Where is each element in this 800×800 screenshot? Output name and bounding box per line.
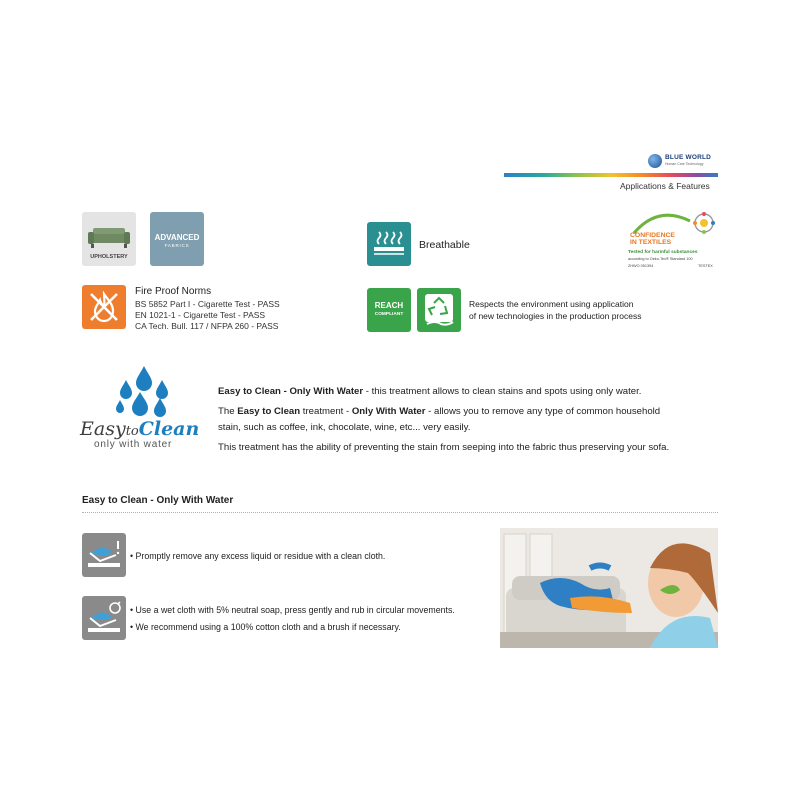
child-painted-hands-photo [500, 528, 718, 648]
brand-logo [648, 152, 728, 170]
fire-norm-3: CA Tech. Bull. 117 / NFPA 260 - PASS [135, 321, 279, 331]
breathable-icon [367, 222, 411, 266]
care-instruction-2a: • Use a wet cloth with 5% neutral soap, press gently and rub in circular movements. [130, 605, 455, 615]
care-instruction-1: • Promptly remove any excess liquid or residue with a clean cloth. [130, 551, 386, 561]
reach-compliant-tile [367, 288, 411, 332]
globe-icon [648, 154, 662, 168]
p2-text-e: - allows you to remove any type of common household [425, 406, 661, 417]
p2-bold-b: Easy to Clean [237, 406, 301, 417]
upholstery-tile [82, 212, 136, 266]
hand-circular-wash-icon [82, 596, 126, 640]
oeko-line-4: according to Oeko-Tex® Standard 100 [628, 257, 693, 261]
logo-clean: Clean [138, 418, 200, 440]
oeko-arc-icon [628, 207, 720, 235]
water-drops-icon [112, 366, 174, 418]
upholstery-label: UPHOLSTERY [90, 254, 128, 260]
logo-subtitle: only with water [94, 439, 173, 450]
oeko-line-6: TESTEX [698, 264, 713, 268]
environment-line-2: of new technologies in the production process [469, 311, 642, 321]
color-strip [504, 173, 718, 177]
p2-text-c: treatment - [300, 406, 352, 417]
paragraph-2-line-2: stain, such as coffee, ink, chocolate, wine, etc... very easily. [218, 422, 471, 433]
care-instruction-2b: • We recommend using a 100% cotton cloth and a brush if necessary. [130, 622, 401, 632]
compliant-label: COMPLIANT [374, 312, 404, 317]
recycle-hand-icon [417, 288, 461, 332]
oeko-tex-badge [628, 207, 720, 273]
logo-easy: Easy [80, 418, 126, 440]
paragraph-1-bold: Easy to Clean - Only With Water [218, 386, 364, 397]
oeko-line-5: ZHWO 051394 [628, 264, 654, 268]
p2-text-a: The [218, 406, 238, 417]
sofa-icon [82, 216, 136, 256]
no-fire-icon [82, 285, 126, 329]
brand-tagline: Human Care Technology [665, 162, 704, 166]
fabrics-label: FABRICS [164, 243, 190, 248]
recycle-tile [417, 288, 461, 332]
easy-to-clean-logo [80, 418, 200, 450]
environment-line-1: Respects the environment using application [469, 299, 634, 309]
dotted-divider [82, 512, 718, 513]
paragraph-1 [218, 386, 641, 397]
p2-bold-d: Only With Water [351, 406, 426, 417]
advanced-fabrics-tile [150, 212, 204, 266]
oeko-line-3: Tested for harmful substances [628, 250, 698, 255]
fire-norm-2: EN 1021-1 - Cigarette Test - PASS [135, 310, 266, 320]
breathable-tile [367, 222, 411, 266]
advanced-label: ADVANCED [154, 233, 200, 242]
photo-illustration [500, 528, 718, 648]
paragraph-2-line-1 [218, 406, 660, 417]
breathable-label: Breathable [419, 239, 470, 251]
fire-norm-1: BS 5852 Part I - Cigarette Test - PASS [135, 299, 280, 309]
oeko-line-1: CONFIDENCE [630, 232, 675, 239]
wipe-icon-tile [82, 533, 126, 577]
fire-proof-tile [82, 285, 126, 329]
logo-to: to [125, 424, 139, 439]
paragraph-1-text: - this treatment allows to clean stains and spots using only water. [363, 386, 642, 397]
fire-proof-title: Fire Proof Norms [135, 286, 212, 297]
brand-name: BLUE WORLD [665, 154, 712, 161]
wash-icon-tile [82, 596, 126, 640]
hand-wipe-icon [82, 533, 126, 577]
section-label: Applications & Features [620, 181, 710, 191]
cleaning-heading: Easy to Clean - Only With Water [82, 495, 234, 506]
oeko-line-2: IN TEXTILES [630, 239, 672, 246]
reach-label: REACH [374, 301, 404, 310]
paragraph-3: This treatment has the ability of preventing the stain from seeping into the fabric thus preserving your sofa. [218, 442, 670, 453]
